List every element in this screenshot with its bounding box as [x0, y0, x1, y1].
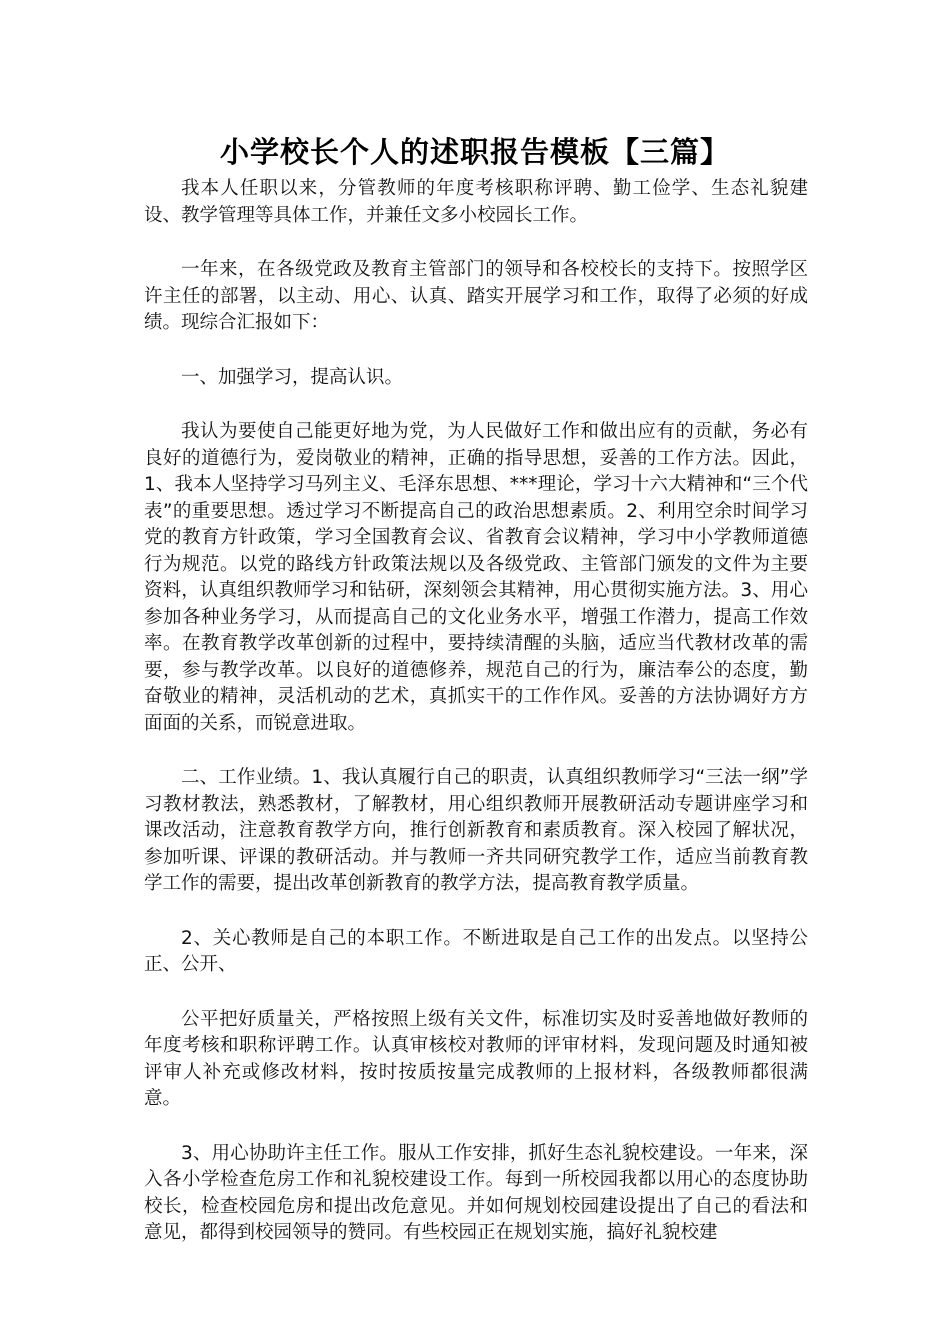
paragraph-summary: 一年来，在各级党政及教育主管部门的领导和各校校长的支持下。按照学区许主任的部署，以主动、用心、认真、踏实开展学习和工作，取得了必须的好成绩。现综合汇报如下： [144, 259, 808, 333]
paragraph-achievements: 二、工作业绩。1、我认真履行自己的职责，认真组织教师学习“三法一纲”学习教材教法，熟悉教材，了解教材，用心组织教师开展教研活动专题讲座学习和课改活动，注意教育教学方向，推行创新教育和素质教育。深入校园了解状况，参加听课、评课的教研活动。并与教师一齐共同研究教学工作，适应当前教育教学工作的需要，提出改革创新教育的教学方法，提高教育教学质量。 [144, 767, 808, 894]
paragraph-assist-director: 3、用心协助许主任工作。服从工作安排，抓好生态礼貌校建设。一年来，深入各小学检查危房工作和礼貌校建设工作。每到一所校园我都以用心的态度协助校长，检查校园危房和提出改危意见。并如何规划校园建设提出了自己的看法和意见，都得到校园领导的赞同。有些校园正在规划实施，搞好礼貌校建 [144, 1142, 808, 1243]
document-title: 小学校长个人的述职报告模板【三篇】 [219, 135, 730, 169]
document-body [144, 176, 808, 1275]
paragraph-study: 我认为要使自己能更好地为党，为人民做好工作和做出应有的贡献，务必有良好的道德行为，爱岗敬业的精神，正确的指导思想，妥善的工作方法。因此，1、我本人坚持学习马列主义、毛泽东思想、***理论，学习十六大精神和“三个代表”的重要思想。透过学习不断提高自己的政治思想素质。2、利用空余时间学习党的教育方针政策，学习全国教育会议、省教育会议精神，学习中小学教师道德行为规范。以党的路线方针政策法规以及各级党政、主管部门颁发的文件为主要资料，认真组织教师学习和钻研，深刻领会其精神，用心贯彻实施方法。3、用心参加各种业务学习，从而提高自己的文化业务水平，增强工作潜力，提高工作效率。在教育教学改革创新的过程中，要持续清醒的头脑，适应当代教材改革的需要，参与教学改革。以良好的道德修养，规范自己的行为，廉洁奉公的态度，勤奋敬业的精神，灵活机动的艺术，真抓实干的工作作风。妥善的方法协调好方方面面的关系，而锐意进取。 [144, 421, 808, 734]
paragraph-intro: 我本人任职以来，分管教师的年度考核职称评聘、勤工俭学、生态礼貌建设、教学管理等具体工作，并兼任文多小校园长工作。 [144, 178, 808, 226]
paragraph-quality: 公平把好质量关，严格按照上级有关文件，标准切实及时妥善地做好教师的年度考核和职称评聘工作。认真审核校对教师的评审材料，发现问题及时通知被评审人补充或修改材料，按时按质按量完成教师的上报材料，各级教师都很满意。 [144, 1008, 808, 1109]
paragraph-care-teachers: 2、关心教师是自己的本职工作。不断进取是自己工作的出发点。以坚持公正、公开、 [144, 927, 808, 975]
section-heading-study: 一、加强学习，提高认识。 [181, 366, 404, 388]
